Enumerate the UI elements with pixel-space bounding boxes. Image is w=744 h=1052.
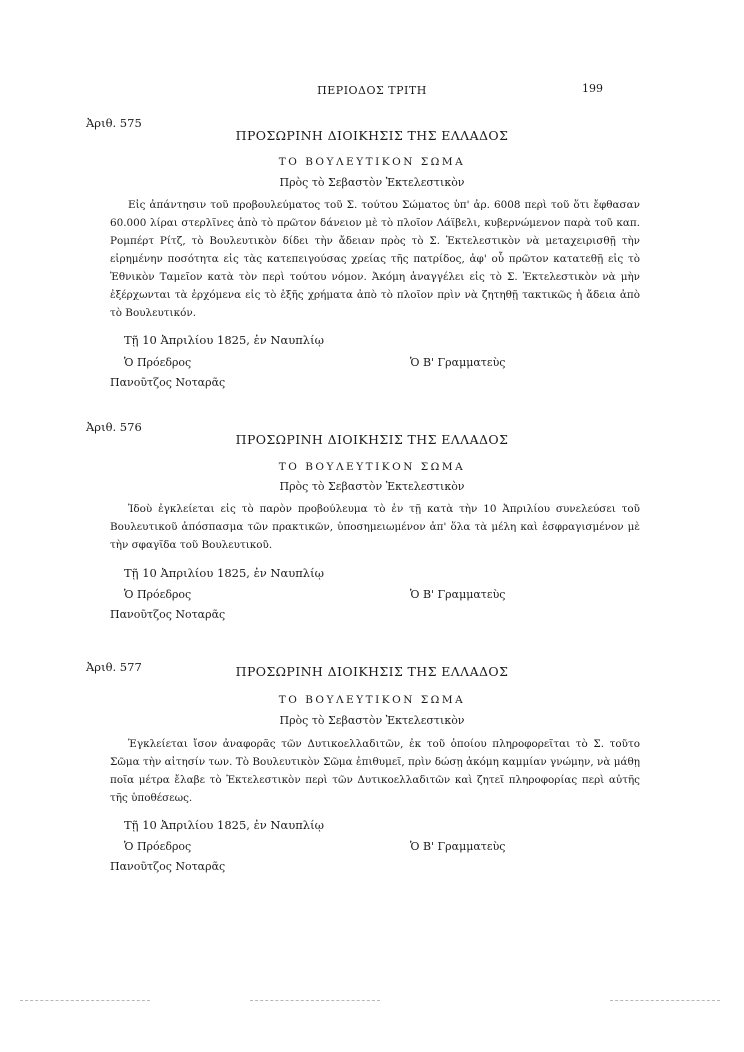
- recipient: Πρὸς τὸ Σεβαστὸν Ἐκτελεστικὸν: [279, 714, 465, 727]
- president-label: Ὁ Πρόεδρος: [124, 588, 192, 601]
- issuing-body: ΤΟ ΒΟΥΛΕΥΤΙΚΟΝ ΣΩΜΑ: [278, 694, 466, 706]
- footer-rule-left: [20, 1000, 150, 1001]
- issuing-body: ΤΟ ΒΟΥΛΕΥΤΙΚΟΝ ΣΩΜΑ: [278, 461, 466, 473]
- document-text: Ἐγκλείεται ἴσον ἀναφορᾶς τῶν Δυτικοελλαδιτῶν, ἐκ τοῦ ὁποίου πληροφορεῖται τὸ Σ. τοῦτο Σῶμα τὴν αἰτησίν των. Τὸ Βουλευτικὸν Σῶμα ἐπιθυμεῖ, πρὶν δώσῃ ἀκόμη καμμίαν γνώμην, νὰ μάθῃ ποῖα μέτρα ἔλαβε τὸ Ἐκτελεστικὸν περὶ τῶν Δυτικοελλαδιτῶν καὶ ζητεῖ πληροφορίας περὶ αὐτῆς τῆς ὑποθέσεως.: [110, 738, 640, 804]
- secretary-label: Ὁ Β' Γραμματεὺς: [410, 840, 506, 853]
- document-number: Ἀριθ. 576: [86, 420, 142, 434]
- document-date: Τῇ 10 Ἀπριλίου 1825, ἐν Ναυπλίῳ: [124, 566, 324, 580]
- issuing-body: ΤΟ ΒΟΥΛΕΥΤΙΚΟΝ ΣΩΜΑ: [278, 156, 466, 168]
- secretary-label: Ὁ Β' Γραμματεὺς: [410, 356, 506, 369]
- document-title: ΠΡΟΣΩΡΙΝΗ ΔΙΟΙΚΗΣΙΣ ΤΗΣ ΕΛΛΑΔΟΣ: [235, 432, 509, 447]
- president-name: Πανοῦτζος Νοταρᾶς: [110, 860, 226, 873]
- secretary-label: Ὁ Β' Γραμματεὺς: [410, 588, 506, 601]
- document-title: ΠΡΟΣΩΡΙΝΗ ΔΙΟΙΚΗΣΙΣ ΤΗΣ ΕΛΛΑΔΟΣ: [235, 128, 509, 143]
- president-label: Ὁ Πρόεδρος: [124, 356, 192, 369]
- footer-rule-right: [610, 1000, 720, 1001]
- president-name: Πανοῦτζος Νοταρᾶς: [110, 376, 226, 389]
- document-number: Ἀριθ. 577: [86, 660, 142, 674]
- running-title: ΠΕΡΙΟΔΟΣ ΤΡΙΤΗ: [317, 84, 427, 97]
- document-number: Ἀριθ. 575: [86, 116, 142, 130]
- document-text: Ἰδοὺ ἐγκλείεται εἰς τὸ παρὸν προβούλευμα τὸ ἐν τῇ κατὰ τὴν 10 Ἀπριλίου συνελεύσει τοῦ Βουλευτικοῦ ἀπόσπασμα τῶν πρακτικῶν, ὑποσημειωμένον ἀπ' ὅλα τὰ μέλη καὶ ἐσφραγισμένον μὲ τὴν σφαγῖδα τοῦ Βουλευτικοῦ.: [110, 503, 640, 551]
- document-title: ΠΡΟΣΩΡΙΝΗ ΔΙΟΙΚΗΣΙΣ ΤΗΣ ΕΛΛΑΔΟΣ: [235, 664, 509, 679]
- recipient: Πρὸς τὸ Σεβαστὸν Ἐκτελεστικὸν: [279, 480, 465, 493]
- footer-rule-middle: [250, 1000, 380, 1001]
- document-date: Τῇ 10 Ἀπριλίου 1825, ἐν Ναυπλίῳ: [124, 333, 324, 347]
- recipient: Πρὸς τὸ Σεβαστὸν Ἐκτελεστικὸν: [279, 176, 465, 189]
- document-text: Εἰς ἀπάντησιν τοῦ προβουλεύματος τοῦ Σ. τούτου Σώματος ὑπ' ἀρ. 6008 περὶ τοῦ ὅτι ἔφθασαν 60.000 λίραι στερλῖνες ἀπὸ τὸ πρῶτον δάνειον μὲ τὸ πλοῖον Λάϊβελι, κυβερνώμενον παρὰ τοῦ καπ. Ρομπέρτ Ρίτζ, τὸ Βουλευτικὸν δίδει τὴν ἄδειαν πρὸς τὸ Σ. Ἐκτελεστικὸν νὰ μεταχειρισθῇ τὴν εἰρημένην ποσότητα εἰς τὰς κατεπειγούσας χρείας τῆς πατρίδος, ἀφ' οὗ πρῶτον κατατεθῇ εἰς τὸ Ἐθνικὸν Ταμεῖον κατὰ τὸν περὶ τούτου νόμον. Ἀκόμη ἀναγγέλει εἰς τὸ Σ. Ἐκτελεστικὸν νὰ μὴν ἐξέρχωνται τὰ ἐρχόμενα εἰς τὸ ἑξῆς χρήματα ἀπὸ τὸ πλοῖον πρὶν νὰ ζητηθῇ τακτικῶς ἡ ἄδεια ἀπὸ τὸ Βουλευτικόν.: [110, 199, 640, 319]
- president-label: Ὁ Πρόεδρος: [124, 840, 192, 853]
- document-date: Τῇ 10 Ἀπριλίου 1825, ἐν Ναυπλίῳ: [124, 818, 324, 832]
- president-name: Πανοῦτζος Νοταρᾶς: [110, 608, 226, 621]
- page-number: 199: [582, 82, 603, 95]
